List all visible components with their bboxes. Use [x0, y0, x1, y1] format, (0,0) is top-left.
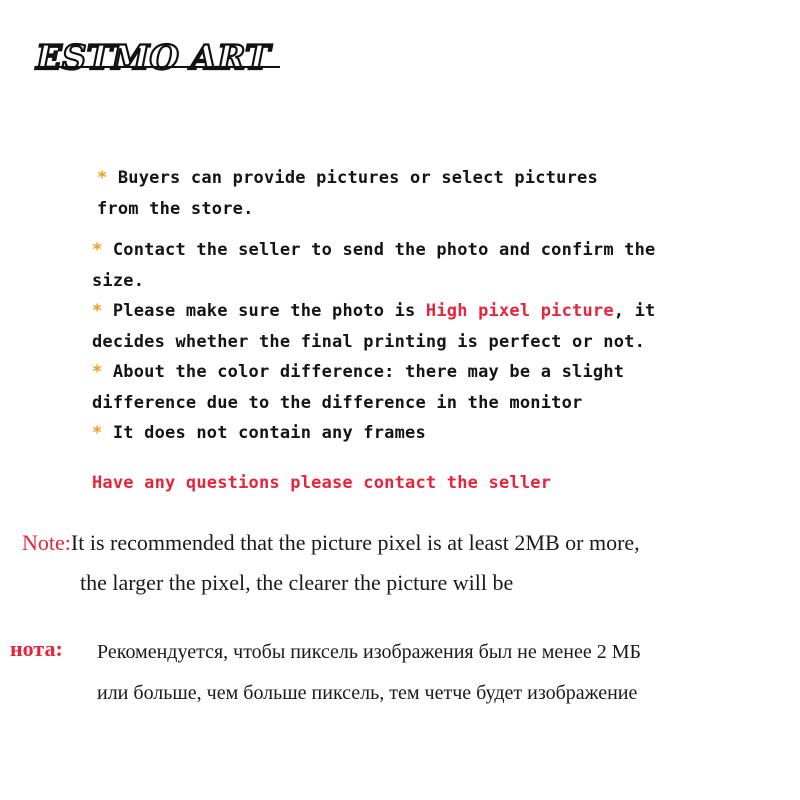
logo-text: ESTMO ART: [36, 38, 271, 76]
bullet-buyers: * Buyers can provide pictures or select pictures from the store.: [97, 168, 598, 219]
bullet-star: *: [92, 423, 103, 443]
note-ru-line-1: Рекомендуется, чтобы пиксель изображения был не менее 2 МБ: [97, 641, 642, 663]
brand-logo: [30, 36, 290, 76]
high-pixel-highlight: High pixel picture: [425, 301, 614, 321]
note-ru-line-2: или больше, чем больше пиксель, тем четче будет изображение: [97, 682, 638, 704]
bullet-star: *: [92, 301, 103, 321]
contact-seller-line: Have any questions please contact the seller: [92, 473, 552, 493]
note-label: Note:: [22, 530, 71, 555]
note-line-2: the larger the pixel, the clearer the picture will be: [80, 570, 514, 595]
bullet-list: * Contact the seller to send the photo and confirm the size. * Please make sure the photo is High pixel picture, it decides whether the final printing is perfect or not. * About the color difference: there may be a slight difference due to the difference in the monitor * It does not contain any frames: [92, 240, 656, 443]
bullet-star: *: [92, 240, 103, 260]
bullet-star: *: [92, 362, 103, 382]
note-line-1: Note:It is recommended that the picture pixel is at least 2MB or more,: [22, 530, 640, 555]
note-ru-label: нота:: [10, 636, 63, 661]
bullet-star: *: [97, 168, 108, 188]
